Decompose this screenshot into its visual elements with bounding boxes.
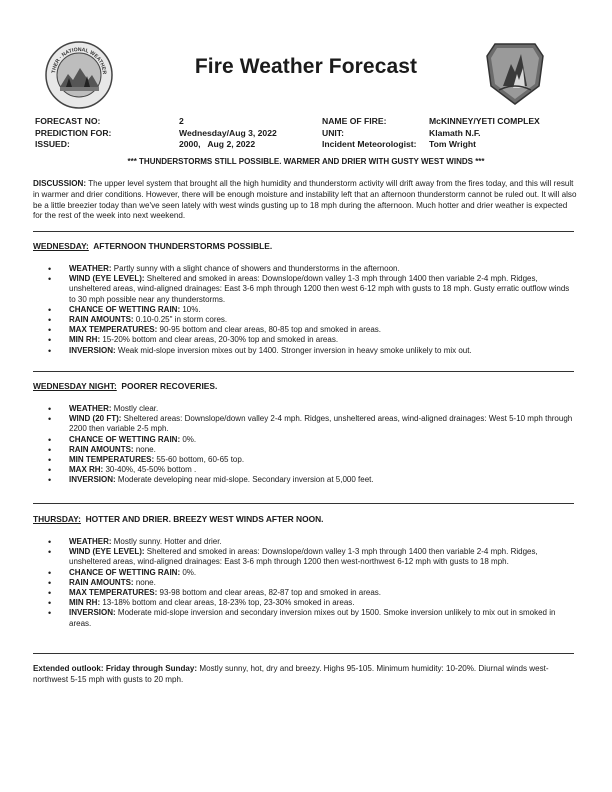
incident-shield-logo (481, 38, 549, 108)
extended-outlook-label: Extended outlook: Friday through Sunday: (33, 664, 198, 673)
divider (33, 503, 574, 504)
header-values-left (179, 116, 277, 151)
list-item: • RAIN AMOUNTS: none. (33, 578, 576, 588)
list-item: • INVERSION: Moderate mid-slope inversion and secondary inversion mixes out by 1500. Smoke inversion unlikely to mix out in smoked in areas. (33, 608, 576, 628)
unit-value: Klamath N.F. (429, 127, 481, 138)
name-of-fire-value: McKINNEY/YETI COMPLEX (429, 116, 540, 126)
list-item: • WIND (20 FT): Sheltered areas: Downslope/down valley 2-4 mph. Ridges, unsheltered areas, wind-aligned drainages: West 5-10 mph through 2200 then variable 2-5 mph. (33, 414, 576, 434)
list-item: • CHANCE OF WETTING RAIN: 0%. (33, 568, 576, 578)
issued-value: 2000, Aug 2, 2022 (179, 139, 256, 149)
divider (33, 653, 574, 654)
headline: *** THUNDERSTORMS STILL POSSIBLE. WARMER AND DRIER WITH GUSTY WEST WINDS *** (127, 157, 485, 166)
header-labels-left (35, 116, 111, 151)
list-item: • WEATHER: Partly sunny with a slight chance of showers and thunderstorms in the afternoon. (33, 264, 576, 274)
list-item: • RAIN AMOUNTS: 0.10-0.25" in storm cores. (33, 315, 576, 325)
wednesday-night-list (33, 404, 576, 486)
list-item: • MIN RH: 13-18% bottom and clear areas, 18-23% top, 23-30% smoked in areas. (33, 598, 576, 608)
divider (33, 231, 574, 232)
list-item: • RAIN AMOUNTS: none. (33, 445, 576, 455)
extended-outlook-text: Mostly sunny, hot, dry and breezy. Highs 95-105. Minimum humidity: 10-20%. Diurnal winds west-northwest 5-15 mph with gusts to 20 mph. (33, 664, 549, 684)
page-title: Fire Weather Forecast (194, 55, 418, 78)
list-item: • CHANCE OF WETTING RAIN: 10%. (33, 305, 576, 315)
header-labels-right (322, 116, 417, 151)
issued-label: ISSUED: (35, 139, 70, 149)
discussion-label: DISCUSSION: (33, 179, 87, 188)
svg-text:FIRE WEATHER · NATIONAL WEATHE: THER · NATIONAL WEATHER (51, 46, 108, 75)
section-title-wednesday: WEDNESDAY: AFTERNOON THUNDERSTORMS POSSIBLE. (33, 241, 273, 251)
list-item: • WEATHER: Mostly clear. (33, 404, 576, 414)
list-item: • INVERSION: Moderate developing near mid-slope. Secondary inversion at 5,000 feet. (33, 475, 576, 485)
list-item: • CHANCE OF WETTING RAIN: 0%. (33, 435, 576, 445)
list-item: • INVERSION: Weak mid-slope inversion mixes out by 1400. Stronger inversion in heavy smoke unlikely to mix out. (33, 346, 576, 356)
list-item: • WIND (EYE LEVEL): Sheltered and smoked in areas: Downslope/down valley 1-3 mph through 1400 then variable 2-4 mph. Ridges, unsheltered areas, wind-aligned drainages: East 3-6 mph through 1200 then west 6-12 mph with gusts to 18 mph. Gusty erratic outflow winds to 30 mph possible near any thunderstorms. (33, 274, 576, 305)
list-item: • MIN TEMPERATURES: 55-60 bottom, 60-65 top. (33, 455, 576, 465)
extended-outlook (33, 664, 578, 686)
discussion (33, 179, 578, 222)
list-item: • MAX TEMPERATURES: 90-95 bottom and clear areas, 80-85 top and smoked in areas. (33, 325, 576, 335)
prediction-for-value: Wednesday/Aug 3, 2022 (179, 127, 277, 138)
unit-label: UNIT: (322, 127, 344, 138)
section-title-thursday: THURSDAY: HOTTER AND DRIER. BREEZY WEST WINDS AFTER NOON. (33, 514, 324, 524)
name-of-fire-label: NAME OF FIRE: (322, 116, 387, 126)
thursday-list (33, 537, 576, 629)
list-item: • MAX RH: 30-40%, 45-50% bottom . (33, 465, 576, 475)
divider (33, 371, 574, 372)
header-values-right (429, 116, 540, 151)
meteorologist-label: Incident Meteorologist: (322, 139, 417, 149)
meteorologist-value: Tom Wright (429, 139, 476, 149)
list-item: • MIN RH: 15-20% bottom and clear areas, 20-30% top and smoked in areas. (33, 335, 576, 345)
discussion-text: The upper level system that brought all the high humidity and thunderstorm activity will drift away from the fires today, and this will result in warmer and drier conditions. However, there will be enough moisture and instability left that an afternoon thunderstorm cannot be ruled out. It will also be a little breezier today than we've seen lately with west winds gusting up to 18 mph during the afternoon. Much hotter and drier weather is expected for the rest of the week into next weekend. (33, 179, 577, 221)
list-item: • WIND (EYE LEVEL): Sheltered and smoked in areas: Downslope/down valley 1-3 mph through 1400 then variable 2-4 mph. Ridges, unsheltered areas, wind-aligned drainages: East 3-6 mph through 1200 then west-northwest 6-12 mph with gusts to 18 mph. (33, 547, 576, 567)
list-item: • MAX TEMPERATURES: 93-98 bottom and clear areas, 82-87 top and smoked in areas. (33, 588, 576, 598)
list-item: • WEATHER: Mostly sunny. Hotter and drier. (33, 537, 576, 547)
prediction-for-label: PREDICTION FOR: (35, 127, 112, 138)
forecast-no-label: FORECAST NO: (35, 116, 101, 126)
wednesday-list (33, 264, 576, 356)
section-title-wednesday-night: WEDNESDAY NIGHT: POORER RECOVERIES. (33, 381, 218, 391)
forecast-no-value: 2 (179, 116, 184, 126)
